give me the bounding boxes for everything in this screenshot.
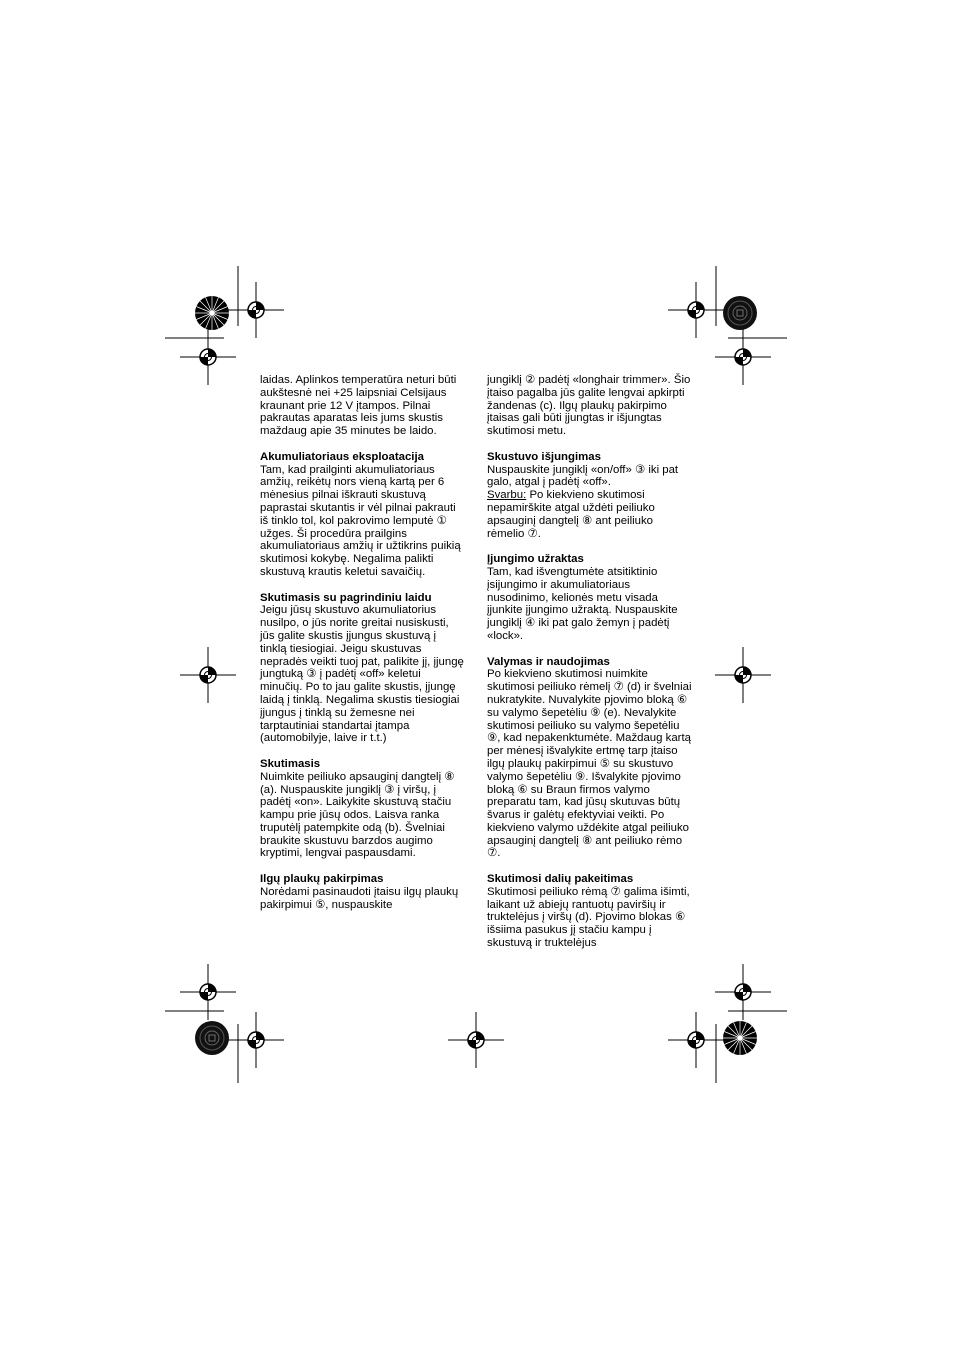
paragraph: Po kiekvieno skutimosi nuimkite skutimosi peiliuko rėmelį ⑦ (d) ir švelniai nukratykite. Nuvalykite pjovimo bloką ⑥ su valymo šepetėliu ⑨ (e). Nevalykite skutimosi peiliuko su valymo šepetėliu ⑨, kad nepakenktumėte. Maždaug kartą per mėnesį išvalykite ertmę tarp įtaiso ilgų plaukų pakirpimui ⑤ su skustuvo valymo šepetėliu ⑨. Išvalykite pjovimo bloką ⑥ su Braun firmos valymo preparatu tam, kad jūsų skutuvas būtų švarus ir galėtų efektyviai veikti. Po kiekvieno valymo uždėkite atgal peiliuko apsauginį dangtelį ⑧ ant peiliuko rėmo ⑦. (487, 668, 692, 860)
section-heading: Skustuvo išjungimas (487, 450, 601, 463)
dial-bottom-left (195, 1021, 229, 1055)
section-heading: Skutimosi dalių pakeitimas (487, 873, 634, 886)
left-intro (260, 374, 465, 438)
section-heading: Įjungimo užraktas (487, 553, 584, 566)
paragraph: Nuspauskite jungiklį «on/off» ③ iki pat galo, atgal į padėtį «off». (487, 463, 679, 489)
right-column (487, 374, 692, 963)
paragraph: Skutimosi peiliuko rėmą ⑦ galima išimti, laikant už abiejų rantuotų paviršių ir truktelėjus į viršų (d). Pjovimo blokas ⑥ išsiima pasukus jį stačiu kampu į skustuvą ir truktelėjus (487, 885, 690, 950)
important-label: Svarbu: (487, 489, 527, 502)
section-battery-care (260, 451, 465, 579)
paragraph: Tam, kad išvengtumėte atsitiktinio įsijungimo ir akumuliatoriaus nusodinimo, kelionės metu visada įjunkite įjungimo užraktą. Nuspauskite jungiklį ④ iki pat galo žemyn į padėtį «lock». (487, 565, 678, 642)
section-cleaning (487, 656, 692, 861)
starburst-bottom-right (723, 1021, 757, 1055)
starburst-top-left (195, 296, 229, 330)
right-intro (487, 374, 692, 438)
section-heading: Ilgų plaukų pakirpimas (260, 873, 384, 886)
section-replacing-parts (487, 873, 692, 950)
paragraph: laidas. Aplinkos temperatūra neturi būti aukštesnė nei +25 laipsniai Celsijaus kraunant prie 12 V įtampos. Pilnai pakrautas aparatas leis jums skustis maždaug apie 35 minutes be laido. (260, 374, 457, 438)
important-text: Po kiekvieno skutimosi nepamirškite atgal uždėti peiliuko apsauginį dangtelį ⑧ ant peiliuko rėmelio ⑦. (487, 489, 655, 540)
paragraph: Tam, kad prailginti akumuliatoriaus amžių, reikėtų nors vieną kartą per 6 mėnesius pilnai iškrauti skustuvą paprastai skutantis ir vėl pilnai pakrauti iš tinklo tol, kol pakrovimo lemputė ① užges. Ši procedūra prailgins akumuliatoriaus amžių ir užtikrins puikią skutimosi kokybę. Negalima palikti skustuvą krautis keletui savaičių. (260, 463, 461, 578)
paragraph: jungiklį ② padėtį «longhair trimmer». Šio įtaiso pagalba jūs galite lengvai apkirpti žandenas (c). Ilgų plaukų pakirpimo įtaisas gali būti įjungtas ir išjungtas skutimosi metu. (487, 374, 691, 438)
paragraph: Jeigu jūsų skustuvo akumuliatorius nusilpo, o jūs norite greitai nusiskusti, jūs galite skustis įjungus skustuvą į tinklą tiesiogiai. Jeigu skustuvas nepradės veikti tuoj pat, palikite jį, įjungę jungtuką ③ į padėtį «off» keletui minučių. Po to jau galite skustis, įjungę laidą į tinklą. Negalima skustis tiesiogiai įjungus į tinklą su žemesne nei tarptautiniai standartai įtampa (automobilyje, laive ir t.t.) (260, 604, 464, 745)
section-switch-off (487, 451, 692, 541)
section-heading: Skutimasis su pagrindiniu laidu (260, 591, 432, 604)
left-column (260, 374, 465, 924)
important-note (487, 489, 692, 540)
section-heading: Akumuliatoriaus eksploatacija (260, 450, 424, 463)
section-heading: Skutimasis (260, 757, 321, 770)
section-mains-shaving (260, 592, 465, 746)
paragraph: Norėdami pasinaudoti įtaisu ilgų plaukų pakirpimui ⑤, nuspauskite (260, 885, 459, 911)
section-heading: Valymas ir naudojimas (487, 655, 610, 668)
section-long-hair-trimming (260, 873, 465, 911)
paragraph: Nuimkite peiliuko apsauginį dangtelį ⑧ (a). Nuspauskite jungiklį ③ į viršų, į padėtį «on». Laikykite skustuvą stačiu kampu prie jūsų odos. Laisva ranka truputėlį patempkite odą (b). Švelniai braukite skustuvu barzdos augimo kryptimi, lengvai paspausdami. (260, 770, 455, 860)
dial-top-right (723, 296, 757, 330)
section-shaving (260, 758, 465, 860)
section-travel-lock (487, 553, 692, 643)
